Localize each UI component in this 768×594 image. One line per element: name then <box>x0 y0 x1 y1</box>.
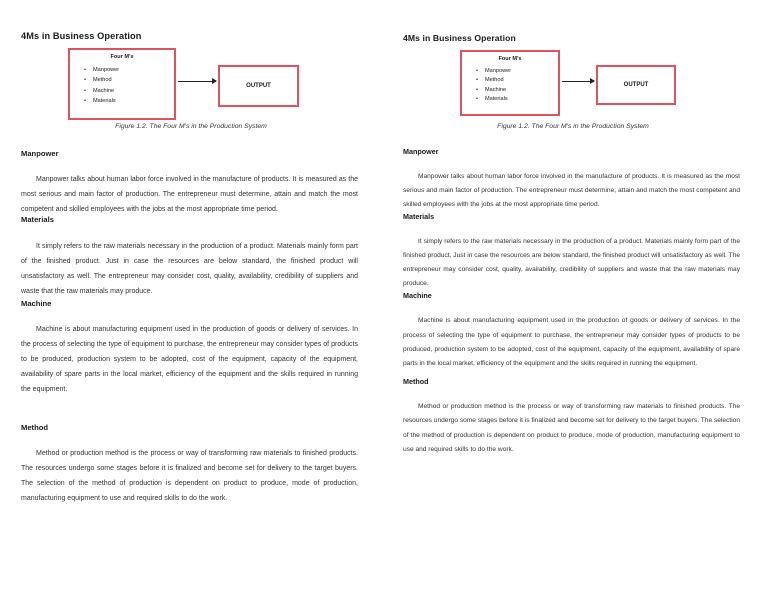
section-text-method: Method or production method is the process or way of transforming raw materials to finished products. The resources undergo some stages before it is finalized and become set for delivery to the target buyers. The selection of the method of production is dependent on product to produce, mode of production, manufacturing equipment to use and required skills to do the work. <box>21 450 358 502</box>
arrow-icon <box>178 81 216 82</box>
section-text-materials: It simply refers to the raw materials necessary in the production of a product. Materials mainly form part of the finished product. Just in case the resources are below standard, the finished product will unsatisfactory as well. The entrepreneur may consider cost, quality, availability, credibility of suppliers and waste that the raw materials may produce. <box>403 237 740 288</box>
four-ms-diagram <box>18 45 358 125</box>
four-ms-box-heading: Four M's <box>110 54 134 60</box>
section-heading-materials: Materials <box>403 211 435 221</box>
four-ms-box <box>460 50 560 116</box>
list-item: • Manpower <box>84 65 174 75</box>
list-item: • Method <box>84 75 174 85</box>
section-text-materials: It simply refers to the raw materials necessary in the production of a product. Materials mainly form part of the finished product. Just in case the resources are below standard, the finished product will unsatisfactory as well. The entrepreneur may consider cost, quality, availability, credibility of suppliers and waste that the raw materials may produce. <box>21 243 358 295</box>
section-heading-materials: Materials <box>21 215 54 224</box>
figure-caption: Figure 1.2. The Four M's in the Production System <box>497 123 649 130</box>
list-item: • Method <box>476 76 558 85</box>
section-text-machine: Machine is about manufacturing equipment used in the production of goods or delivery of services. In the process of selecting the type of equipment to purchase, the entrepreneur may consider types of products to be produced, production system to be adopted, cost of the equipment, capacity of the equipment, availability of spare parts in the local market, efficiency of the equipment and the skills required in running the equipment. <box>21 326 358 393</box>
section-heading-manpower: Manpower <box>21 149 59 158</box>
section-text-machine: Machine is about manufacturing equipment used in the production of goods or delivery of services. In the process of selecting the type of equipment to purchase, the entrepreneur may consider types of products to be produced, production system to be adopted, cost of the equipment, capacity of the equipment, availability of spare parts in the local market, efficiency of the equipment and the skills required in running the equipment. <box>403 317 740 368</box>
document-title: 4Ms in Business Operation <box>21 31 142 41</box>
list-item: • Materials <box>84 96 174 106</box>
four-ms-list <box>476 67 558 105</box>
list-item: • Manpower <box>476 67 558 76</box>
section-text-manpower: Manpower talks about human labor force involved in the manufacture of products. It is measured as the most serious and main factor of production. The entrepreneur must determine, attain and match the most competent and skilled employees with the jobs at the most appropriate time period. <box>21 176 358 213</box>
figure-caption: Figure 1.2. The Four M's in the Production System <box>115 123 267 130</box>
arrow-icon <box>562 81 594 82</box>
output-box: OUTPUT <box>218 65 299 107</box>
list-item: • Materials <box>476 95 558 104</box>
section-text-method: Method or production method is the process or way of transforming raw materials to finished products. The resources undergo some stages before it is finalized and become set for delivery to the target buyers. The selection of the method of production is dependent on product to produce, mode of production, manufacturing equipment to use and required skills to do the work. <box>403 403 740 453</box>
section-heading-machine: Machine <box>403 291 432 301</box>
output-box: OUTPUT <box>596 65 676 105</box>
section-heading-method: Method <box>21 423 48 432</box>
document-title: 4Ms in Business Operation <box>403 33 516 43</box>
section-text-manpower: Manpower talks about human labor force involved in the manufacture of products. It is measured as the most serious and main factor of production. The entrepreneur must determine, attain and match the most competent and skilled employees with the jobs at the most appropriate time period. <box>403 173 740 209</box>
section-heading-manpower: Manpower <box>403 147 439 156</box>
four-ms-diagram <box>400 47 740 125</box>
document-page-right <box>400 0 740 457</box>
document-page-left <box>18 0 358 506</box>
list-item: • Machine <box>84 86 174 96</box>
list-item: • Machine <box>476 86 558 95</box>
section-heading-machine: Machine <box>21 299 52 308</box>
four-ms-box-heading: Four M's <box>498 56 522 62</box>
four-ms-list <box>84 65 174 107</box>
section-heading-method: Method <box>403 377 429 387</box>
four-ms-box <box>68 48 176 120</box>
